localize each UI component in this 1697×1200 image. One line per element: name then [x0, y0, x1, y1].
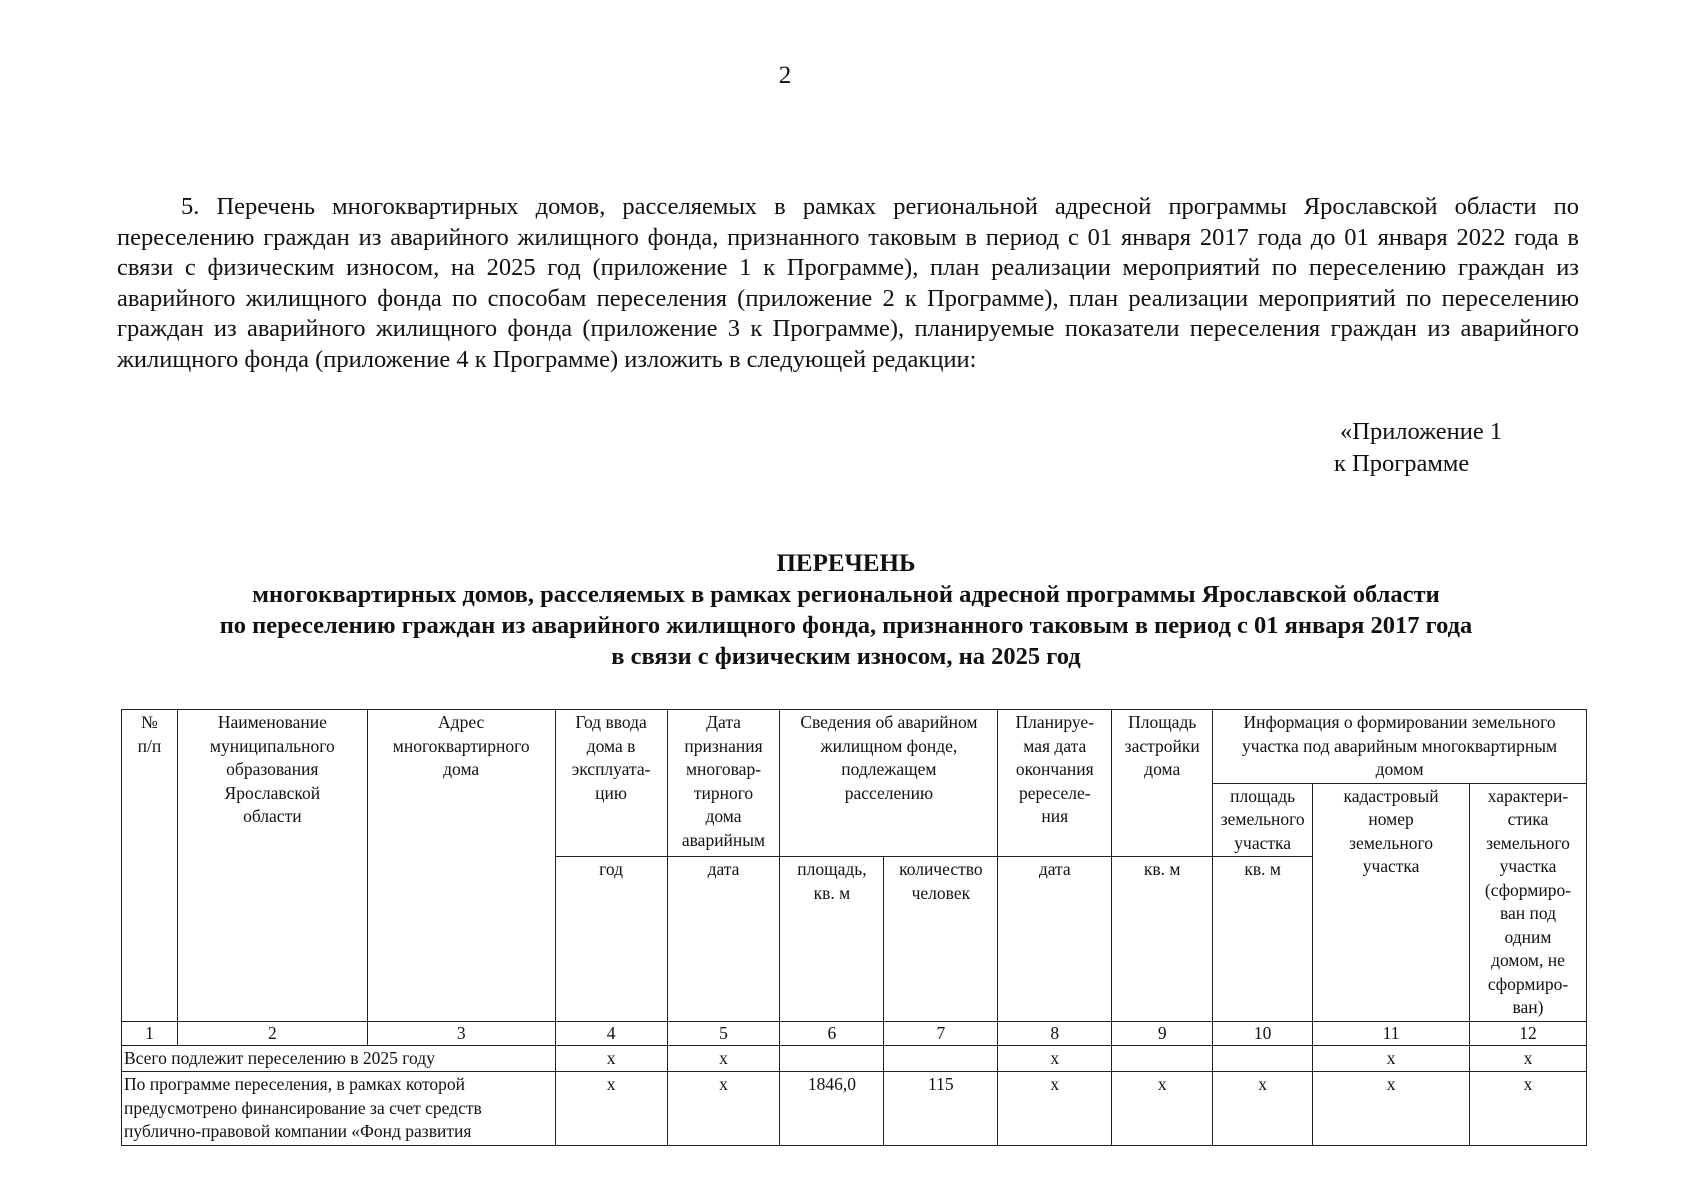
title-main: ПЕРЕЧЕНЬ [776, 550, 916, 577]
cell [1213, 1046, 1313, 1072]
body-paragraph [117, 192, 1579, 375]
cell: х [1469, 1072, 1586, 1146]
cell [1112, 1046, 1213, 1072]
cell: х [555, 1072, 667, 1146]
cell: х [555, 1046, 667, 1072]
cell: х [998, 1046, 1112, 1072]
unit-date: дата [667, 857, 780, 1022]
unit-year: год [555, 857, 667, 1022]
cell: х [667, 1072, 780, 1146]
unit-people: количество человек [884, 857, 998, 1022]
header-land-area: площадь земельного участка [1213, 783, 1313, 857]
header-characteristic: характери- стика земельного участка (сформиро- ван под одним домом, не сформиро- ван) [1469, 783, 1586, 1022]
page-number: 2 [778, 62, 792, 89]
appendix-reference [1334, 416, 1503, 480]
cell: х [667, 1046, 780, 1072]
column-number: 12 [1469, 1022, 1586, 1046]
header-land-info: Информация о формировании земельного участка под аварийным многоквартирным домом [1213, 710, 1587, 784]
header-date-recognized: Дата признания многовар- тирного дома аварийным [667, 710, 780, 857]
table-header-row [122, 710, 1587, 784]
column-number: 6 [780, 1022, 884, 1046]
cell: х [1313, 1046, 1470, 1072]
row-label: Всего подлежит переселению в 2025 году [122, 1046, 556, 1072]
paragraph-text: 5. Перечень многоквартирных домов, расселяемых в рамках региональной адресной программы Ярославской области по переселению граждан из аварийного жилищного фонда, признанного таковым в период с 01 января 2017 года до 01 января 2022 года в связи с физическим износом, на 2025 год (приложение 1 к Программе), план реализации мероприятий по переселению граждан из аварийного жилищного фонда по способам переселения (приложение 2 к Программе), план реализации мероприятий по переселению граждан из аварийного жилищного фонда (приложение 3 к Программе), планируемые показатели переселения граждан из аварийного жилищного фонда (приложение 4 к Программе) изложить в следующей редакции: [117, 193, 1579, 373]
column-number: 2 [177, 1022, 367, 1046]
cell: 115 [884, 1072, 998, 1146]
title-line-2: по переселению граждан из аварийного жилищного фонда, признанного таковым в период с 01 января 2017 года [219, 612, 1473, 639]
header-emergency-info: Сведения об аварийном жилищном фонде, подлежащем расселению [780, 710, 998, 857]
column-number: 7 [884, 1022, 998, 1046]
column-number: 9 [1112, 1022, 1213, 1046]
header-municipality: Наименование муниципального образования Ярославской области [177, 710, 367, 1022]
header-year-built: Год ввода дома в эксплуата- цию [555, 710, 667, 857]
column-number: 11 [1313, 1022, 1470, 1046]
header-building-area: Площадь застройки дома [1112, 710, 1213, 857]
column-number: 10 [1213, 1022, 1313, 1046]
table-row [122, 1072, 1587, 1146]
cell: х [1469, 1046, 1586, 1072]
appendix-line-2: к Программе [1334, 450, 1470, 477]
title-line-1: многоквартирных домов, расселяемых в рамках региональной адресной программы Ярославской области [252, 581, 1440, 608]
column-number: 5 [667, 1022, 780, 1046]
header-cadastral: кадастровый номер земельного участка [1313, 783, 1470, 1022]
appendix-line-1: «Приложение 1 [1340, 418, 1503, 445]
title-line-3: в связи с физическим износом, на 2025 год [611, 643, 1081, 670]
cell: х [1313, 1072, 1470, 1146]
cell: х [998, 1072, 1112, 1146]
header-address: Адрес многоквартирного дома [367, 710, 555, 1022]
column-numbers-row [122, 1022, 1587, 1046]
column-number: 3 [367, 1022, 555, 1046]
cell: х [1213, 1072, 1313, 1146]
cell [884, 1046, 998, 1072]
column-number: 8 [998, 1022, 1112, 1046]
unit-area: площадь, кв. м [780, 857, 884, 1022]
cell: 1846,0 [780, 1072, 884, 1146]
document-title [120, 548, 1572, 672]
housing-registry-table [121, 709, 1587, 1146]
header-planned-date: Планируе- мая дата окончания pереселе- ния [998, 710, 1112, 857]
unit-land-sqm: кв. м [1213, 857, 1313, 1022]
header-num: № п/п [122, 710, 178, 1022]
unit-planned-date: дата [998, 857, 1112, 1022]
cell: х [1112, 1072, 1213, 1146]
cell [780, 1046, 884, 1072]
column-number: 4 [555, 1022, 667, 1046]
table-row [122, 1046, 1587, 1072]
row-label: По программе переселения, в рамках которой предусмотрено финансирование за счет средств публично-правовой компании «Фонд развития [122, 1072, 556, 1146]
unit-building-sqm: кв. м [1112, 857, 1213, 1022]
column-number: 1 [122, 1022, 178, 1046]
